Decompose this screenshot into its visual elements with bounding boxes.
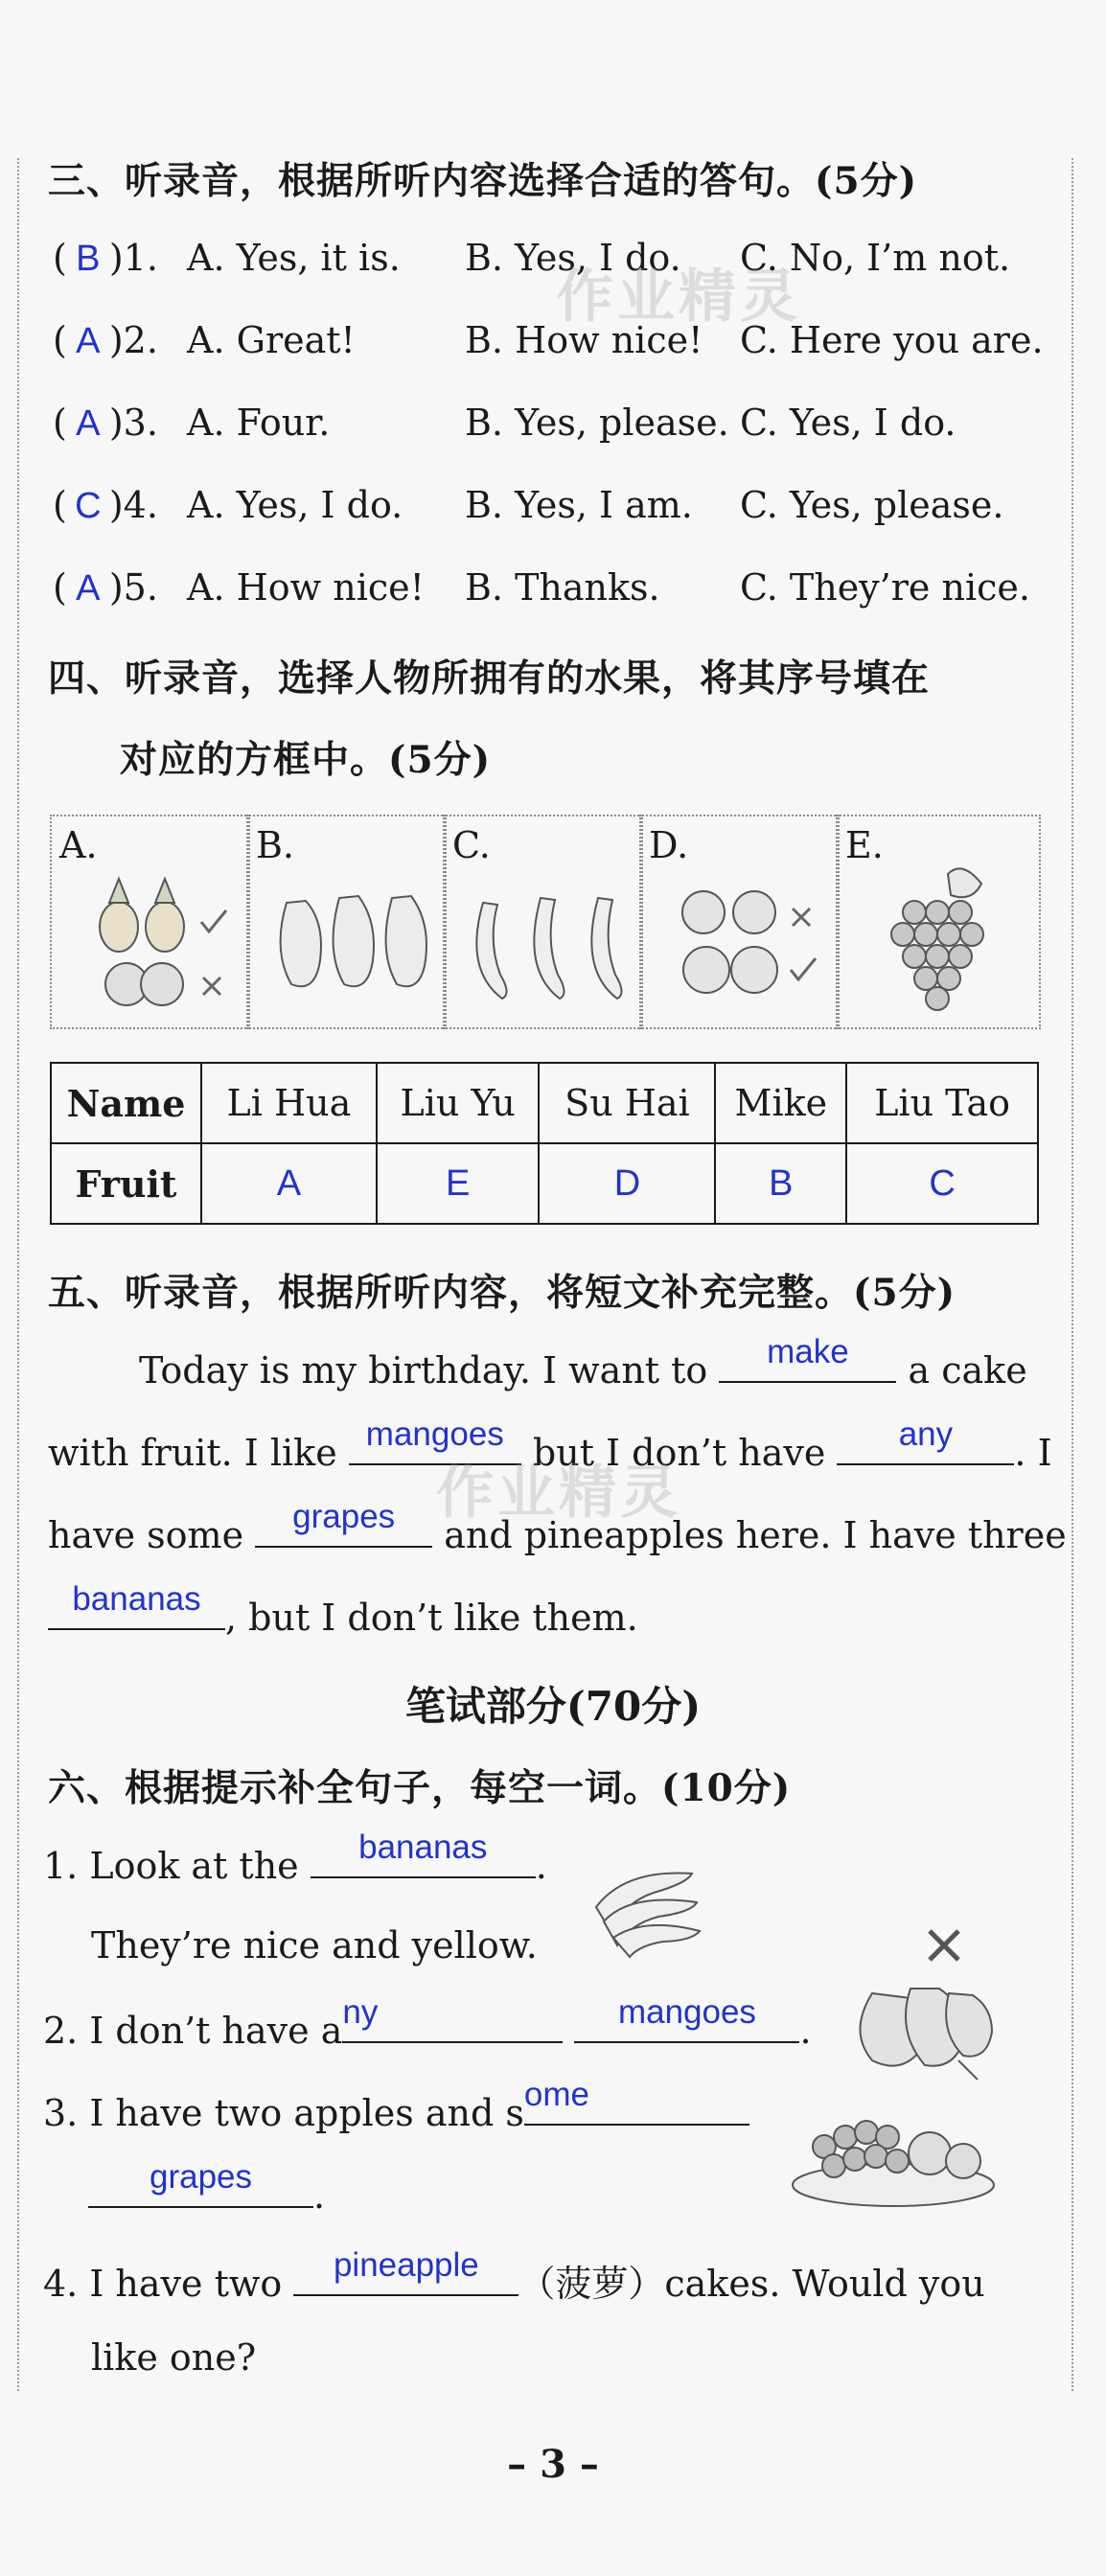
option-b: B. How nice! (465, 319, 703, 361)
table-cell-answer: C (846, 1143, 1038, 1224)
table-row (51, 1063, 1038, 1143)
table-row (51, 1143, 1038, 1224)
option-a: A. How nice! (187, 566, 425, 609)
question-text: 3. I have two apples and s (43, 2092, 524, 2134)
picture-box-b (246, 815, 447, 1029)
blank-answer: mangoes (365, 1415, 504, 1453)
list-item: ( A )3. (53, 402, 158, 444)
option-b: B. Yes, I do. (465, 237, 681, 279)
passage-text: and pineapples here. I have three (444, 1514, 1067, 1556)
answer-letter: A (76, 568, 101, 609)
picture-label: A. (59, 824, 98, 866)
q4-line (43, 2246, 985, 2307)
picture-label: E. (845, 824, 884, 866)
option-b: B. Yes, please. (465, 402, 729, 444)
watermark: 作业精灵 (436, 1460, 681, 1527)
left-dotted-border (17, 158, 19, 2391)
table-cell-name: Liu Yu (377, 1063, 540, 1143)
blank-answer: grapes (149, 2158, 253, 2196)
q2-line (43, 1993, 812, 2052)
passage-text: have some (48, 1514, 244, 1556)
option-b: B. Thanks. (465, 566, 660, 609)
answer-letter: A (76, 321, 101, 361)
option-a: A. Great! (187, 319, 356, 361)
blank-4 (255, 1498, 432, 1548)
question-text: . (535, 1845, 547, 1887)
blank-1 (719, 1333, 896, 1383)
list-item: ( A )5. (53, 566, 158, 609)
question-number: 2. (123, 319, 158, 361)
passage-line-1 (139, 1333, 1027, 1392)
table-cell-answer: E (377, 1143, 540, 1224)
page-number: – 3 – (507, 2442, 599, 2487)
blank-answer: pineapple (333, 2246, 479, 2284)
name-fruit-table (50, 1062, 1039, 1225)
blank-answer: ome (523, 2076, 589, 2113)
passage-line-4 (48, 1580, 638, 1639)
question-text: 2. I don’t have a (43, 2010, 343, 2052)
table-cell-answer: D (539, 1143, 715, 1224)
picture-label: B. (256, 824, 295, 866)
blank-q3-a (523, 2076, 749, 2126)
question-text: （菠萝）cakes. Would you (518, 2263, 985, 2305)
blank-q4 (293, 2246, 518, 2296)
list-item: ( B )1. (53, 237, 158, 279)
section4-title-line2: 对应的方框中。(5分) (120, 738, 492, 782)
question-number: 3. (123, 402, 158, 444)
question-number: 1. (123, 237, 158, 279)
passage-text: . I (1014, 1432, 1052, 1474)
blank-answer: bananas (72, 1580, 201, 1618)
table-cell-name: Mike (715, 1063, 846, 1143)
table-header: Fruit (51, 1143, 201, 1224)
passage-text: with fruit. I like (48, 1432, 337, 1474)
option-c: C. Here you are. (740, 319, 1044, 361)
option-b: B. Yes, I am. (465, 484, 693, 526)
answer-letter: C (75, 486, 102, 526)
blank-answer: mangoes (617, 1993, 756, 2031)
blank-answer: bananas (358, 1828, 488, 1866)
passage-text: a cake (908, 1349, 1027, 1392)
table-cell-name: Liu Tao (846, 1063, 1038, 1143)
list-item: ( A )2. (53, 319, 158, 361)
answer-letter: B (76, 239, 101, 279)
blank-answer: make (767, 1333, 849, 1370)
bananas-icon (587, 1850, 706, 1960)
q4-line-2: like one? (91, 2336, 257, 2379)
question-text: 4. I have two (43, 2263, 283, 2305)
section6-title: 六、根据提示补全句子，每空一词。(10分) (48, 1766, 792, 1810)
q1-line (43, 1828, 547, 1887)
mangoes-icon (843, 1926, 1006, 2084)
passage-text: but I don’t have (532, 1432, 826, 1474)
picture-label: C. (452, 824, 491, 866)
picture-box-c (443, 815, 643, 1029)
question-text: . (799, 2010, 812, 2052)
written-part-title: 笔试部分(70分) (404, 1683, 702, 1730)
section3-title: 三、听录音，根据所听内容选择合适的答句。(5分) (48, 159, 918, 203)
option-c: C. Yes, please. (740, 484, 1004, 526)
blank-q3-b (88, 2158, 313, 2208)
table-cell-answer: B (715, 1143, 846, 1224)
picture-box-e (836, 815, 1041, 1029)
q3-line-2 (88, 2158, 326, 2217)
q3-line (43, 2076, 749, 2134)
fruit-plate-icon (786, 2094, 1002, 2214)
blank-answer: ny (342, 1993, 379, 2031)
option-c: C. Yes, I do. (740, 402, 956, 444)
question-number: 5. (123, 566, 158, 609)
option-a: A. Four. (187, 402, 331, 444)
section5-title: 五、听录音，根据所听内容，将短文补充完整。(5分) (48, 1271, 956, 1315)
picture-box-d (639, 815, 840, 1029)
table-cell-name: Li Hua (201, 1063, 377, 1143)
watermark: 作业精灵 (556, 264, 801, 331)
passage-text: , but I don’t like them. (225, 1597, 638, 1639)
option-c: C. No, I’m not. (740, 237, 1011, 279)
answer-letter: A (76, 403, 101, 444)
blank-q2-a (342, 1993, 563, 2043)
section4-title-line1: 四、听录音，选择人物所拥有的水果，将其序号填在 (48, 656, 931, 701)
q1-line-2: They’re nice and yellow. (91, 1924, 538, 1966)
option-c: C. They’re nice. (740, 566, 1030, 609)
option-a: A. Yes, it is. (187, 237, 401, 279)
question-number: 4. (123, 484, 158, 526)
blank-5 (48, 1580, 225, 1630)
blank-q2-b (574, 1993, 799, 2043)
question-text: . (313, 2174, 326, 2217)
blank-answer: grapes (292, 1498, 396, 1535)
table-header: Name (51, 1063, 201, 1143)
blank-3 (837, 1415, 1014, 1465)
blank-q1 (311, 1828, 536, 1878)
question-text: 1. Look at the (43, 1845, 299, 1887)
table-cell-name: Su Hai (539, 1063, 715, 1143)
list-item: ( C )4. (53, 484, 158, 526)
right-dotted-border (1071, 158, 1073, 2391)
picture-box-a (50, 815, 250, 1029)
passage-text: Today is my birthday. I want to (139, 1349, 708, 1392)
blank-answer: any (898, 1415, 954, 1453)
table-cell-answer: A (201, 1143, 377, 1224)
picture-label: D. (649, 824, 689, 866)
option-a: A. Yes, I do. (187, 484, 403, 526)
